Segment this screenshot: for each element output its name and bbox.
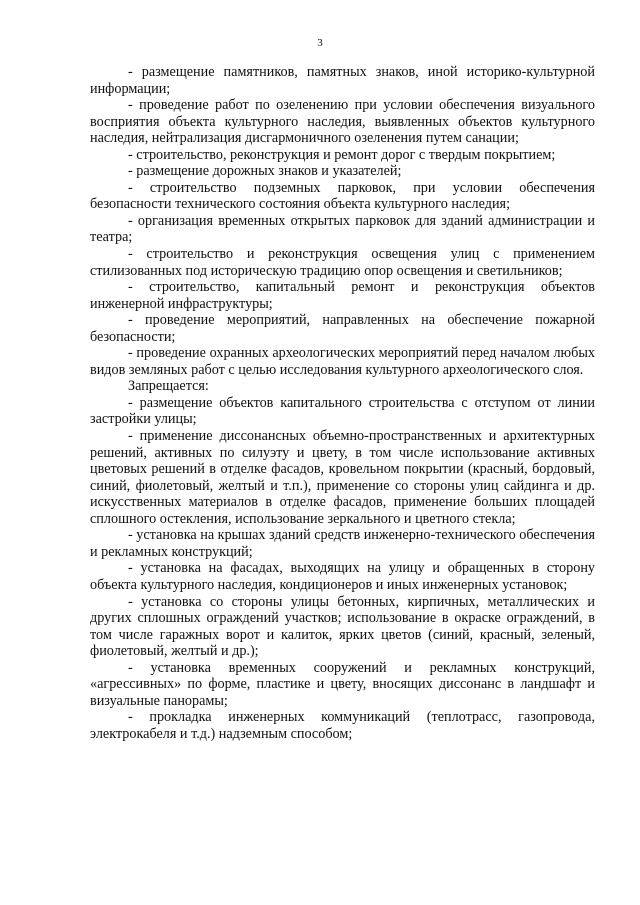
- paragraph: - строительство и реконструкция освещения улиц с применением стилизованных под историческую традицию опор освещения и светильников;: [90, 246, 595, 279]
- page-number: 3: [317, 37, 323, 49]
- paragraph: - размещение памятников, памятных знаков, иной историко-культурной информации;: [90, 64, 595, 97]
- paragraph: - размещение дорожных знаков и указателей;: [128, 163, 402, 180]
- paragraph: - проведение работ по озеленению при условии обеспечения визуального восприятия объекта культурного наследия, выявленных объектов культурного наследия, нейтрализация дисгармоничного озеленения путем санации;: [90, 97, 595, 147]
- paragraph: - строительство подземных парковок, при условии обеспечения безопасности технического состояния объекта культурного наследия;: [90, 179, 595, 213]
- paragraph: - организация временных открытых парковок для зданий администрации и театра;: [90, 212, 595, 246]
- paragraph: - проведение охранных археологических мероприятий перед началом любых видов земляных работ с целью исследования культурного археологического слоя.: [90, 345, 595, 378]
- paragraph: - установка на фасадах, выходящих на улицу и обращенных в сторону объекта культурного наследия, кондиционеров и иных инженерных установок;: [90, 560, 595, 593]
- paragraph: - применение диссонансных объемно-пространственных и архитектурных решений, активных по силуэту и цвету, в том числе использование активных цветовых решений в отделке фасадов, кровельном покрытии (красный, бордовый, синий, фиолетовый, желтый и т.п.), применение со стороны улиц сайдинга и др. искусственных материалов в отделке фасадов, применение больших площадей сплошного остекления, использование зеркального и цветного стекла;: [90, 428, 595, 527]
- paragraph: - размещение объектов капитального строительства с отступом от линии застройки улицы;: [90, 394, 595, 428]
- paragraph: - установка на крышах зданий средств инженерно-технического обеспечения и рекламных конструкций;: [90, 527, 595, 560]
- document-body: [90, 64, 595, 742]
- prohibited-heading: Запрещается:: [128, 378, 209, 395]
- paragraph: - установка со стороны улицы бетонных, кирпичных, металлических и других сплошных ограждений участков; использование в окраске ограждений, в том числе гаражных ворот и калиток, ярких цветов (синий, красный, зеленый, фиолетовый, желтый и др.);: [90, 593, 595, 660]
- paragraph: - установка временных сооружений и рекламных конструкций, «агрессивных» по форме, пластике и цвету, вносящих диссонанс в ландшафт и визуальные панорамы;: [90, 659, 595, 709]
- paragraph: - строительство, реконструкция и ремонт дорог с твердым покрытием;: [128, 146, 556, 163]
- paragraph: - строительство, капитальный ремонт и реконструкция объектов инженерной инфраструктуры;: [90, 279, 595, 312]
- paragraph: - прокладка инженерных коммуникаций (теплотрасс, газопровода, электрокабеля и т.д.) надземным способом;: [90, 709, 595, 742]
- paragraph: - проведение мероприятий, направленных на обеспечение пожарной безопасности;: [90, 312, 595, 345]
